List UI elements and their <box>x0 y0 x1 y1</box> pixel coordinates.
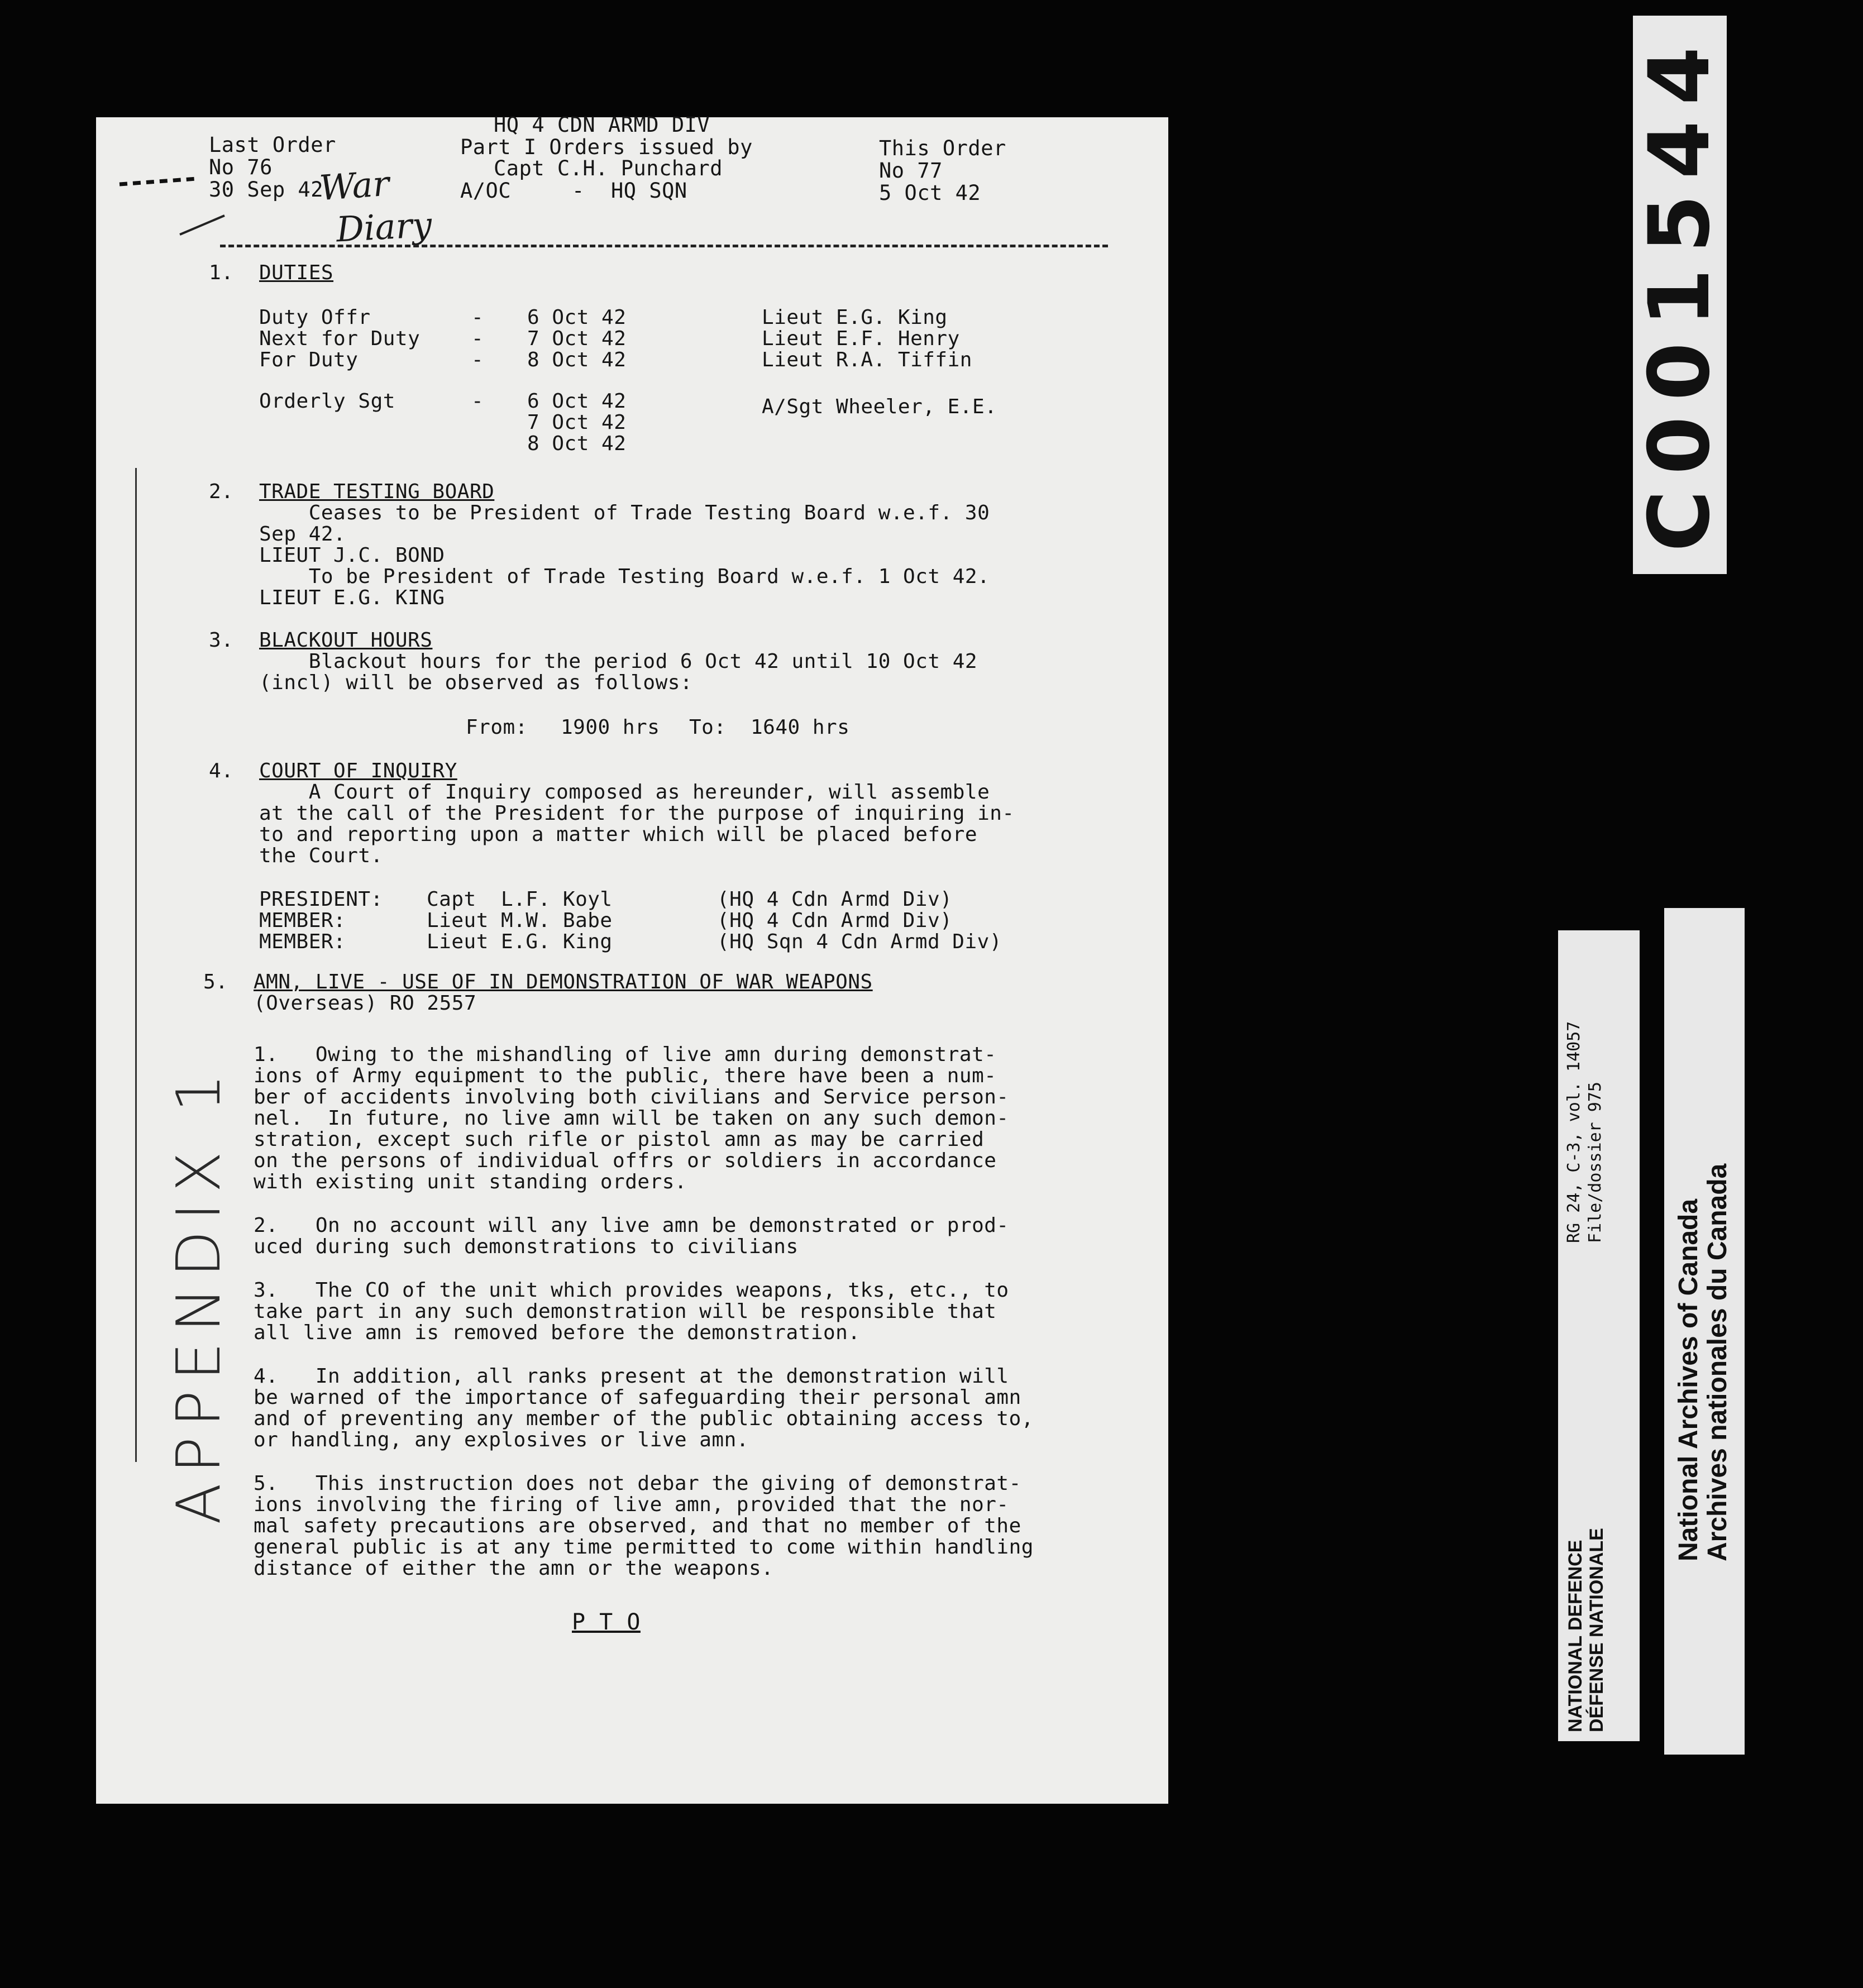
amn-para-line: 1. Owing to the mishandling of live amn during demonstrat- <box>254 1043 997 1066</box>
amn-para-line: 3. The CO of the unit which provides weapons, tks, etc., to <box>254 1279 1009 1302</box>
member-unit: (HQ 4 Cdn Armd Div) <box>717 888 953 911</box>
member-role: PRESIDENT: <box>259 888 383 911</box>
this-order-label: This Order <box>879 136 1006 160</box>
issuing-officer: Capt C.H. Punchard <box>494 156 723 180</box>
section-title-amn-live: AMN, LIVE - USE OF IN DEMONSTRATION OF WAR WEAPONS <box>254 971 873 993</box>
duty-date: 7 Oct 42 <box>527 327 627 350</box>
handwritten-war: War <box>318 163 391 209</box>
court-line: the Court. <box>259 844 383 867</box>
archives-name-fr: Archives nationales du Canada <box>1703 1163 1732 1561</box>
squadron-label: HQ SQN <box>611 179 687 203</box>
amn-para-line: ber of accidents involving both civilians and Service person- <box>254 1086 1009 1108</box>
blackout-from-time: 1900 hrs <box>561 716 660 739</box>
amn-para-line: stration, except such rifle or pistol amn as may be carried <box>254 1128 985 1151</box>
blackout-from-label: From: <box>466 716 528 739</box>
appendix-stamp: APPENDIX 1 <box>164 1063 234 1525</box>
section-title-duties: DUTIES <box>259 261 334 284</box>
trade-line: LIEUT E.G. KING <box>259 586 445 609</box>
member-name: Capt L.F. Koyl <box>427 888 613 911</box>
blackout-line: (incl) will be observed as follows: <box>259 671 693 694</box>
national-archives-strip <box>1664 908 1745 1755</box>
member-role: MEMBER: <box>259 909 346 932</box>
trade-line: Ceases to be President of Trade Testing Board w.e.f. 30 <box>259 501 990 524</box>
duty-role: Next for Duty <box>259 327 421 350</box>
court-line: to and reporting upon a matter which will be placed before <box>259 823 978 846</box>
section-title-trade-testing: TRADE TESTING BOARD <box>259 480 495 503</box>
record-group-reference: RG 24, C-3, vol. 14057 <box>1564 1021 1584 1243</box>
amn-para-line: take part in any such demonstration will be responsible that <box>254 1300 997 1323</box>
member-unit: (HQ 4 Cdn Armd Div) <box>717 909 953 932</box>
blackout-to-label: To: <box>689 716 727 739</box>
dept-name-fr: DÉFENSE NATIONALE <box>1586 1528 1607 1732</box>
orderly-sgt-date: 6 Oct 42 <box>527 390 627 413</box>
duty-role: Duty Offr <box>259 306 371 329</box>
duty-dash: - <box>471 348 484 371</box>
section-title-court-of-inquiry: COURT OF INQUIRY <box>259 759 457 782</box>
orderly-sgt-name: A/Sgt Wheeler, E.E. <box>762 395 997 418</box>
member-role: MEMBER: <box>259 930 346 953</box>
section-number: 2. <box>209 480 234 503</box>
handwritten-diary: Diary <box>335 204 433 250</box>
last-order-label: Last Order <box>209 133 336 157</box>
amn-para-line: ions of Army equipment to the public, there have been a num- <box>254 1064 997 1087</box>
amn-para-line: uced during such demonstrations to civilians <box>254 1235 799 1258</box>
frame-code: C001544 <box>1631 31 1728 552</box>
amn-para-line: general public is at any time permitted to come within handling <box>254 1536 1034 1559</box>
duty-officer-name: Lieut E.F. Henry <box>762 327 960 350</box>
court-line: A Court of Inquiry composed as hereunder, will assemble <box>259 781 990 804</box>
aoc-label: A/OC <box>460 179 512 203</box>
amn-para-line: mal safety precautions are observed, and that no member of the <box>254 1514 1021 1537</box>
amn-para-line: distance of either the amn or the weapons. <box>254 1557 774 1580</box>
amn-para-line: all live amn is removed before the demonstration. <box>254 1321 861 1344</box>
orderly-sgt-role: Orderly Sgt <box>259 390 395 413</box>
last-order-date: 30 Sep 42 <box>209 178 323 202</box>
amn-para-line: 5. This instruction does not debar the giving of demonstrat- <box>254 1472 1021 1495</box>
section-title-blackout: BLACKOUT HOURS <box>259 629 433 652</box>
order-document <box>96 113 1168 1804</box>
orderly-sgt-date: 8 Oct 42 <box>527 432 627 455</box>
duty-dash: - <box>471 390 484 413</box>
trade-line: To be President of Trade Testing Board w.e.f. 1 Oct 42. <box>259 565 990 588</box>
amn-para-line: with existing unit standing orders. <box>254 1170 687 1193</box>
margin-line <box>135 468 137 1462</box>
amn-para-line: nel. In future, no live amn will be taken on any such demon- <box>254 1107 1009 1130</box>
duty-date: 6 Oct 42 <box>527 306 627 329</box>
amn-para-line: be warned of the importance of safeguarding their personal amn <box>254 1386 1021 1409</box>
amn-para-line: or handling, any explosives or live amn. <box>254 1428 749 1451</box>
member-name: Lieut M.W. Babe <box>427 909 613 932</box>
section-number: 3. <box>209 629 234 652</box>
member-unit: (HQ Sqn 4 Cdn Armd Div) <box>717 930 1002 953</box>
orderly-sgt-date: 7 Oct 42 <box>527 411 627 434</box>
dept-name-en: NATIONAL DEFENCE <box>1565 1540 1586 1732</box>
handwritten-mark-icon <box>113 162 292 240</box>
section-number: 5. <box>203 971 228 993</box>
this-order-date: 5 Oct 42 <box>879 181 981 205</box>
header-dash: - <box>572 179 585 203</box>
orders-issued-by: Part I Orders issued by <box>460 135 753 159</box>
section-number: 1. <box>209 261 234 284</box>
amn-para-line: 4. In addition, all ranks present at the demonstration will <box>254 1365 1009 1388</box>
amn-para-line: and of preventing any member of the public obtaining access to, <box>254 1407 1034 1430</box>
archives-name-en: National Archives of Canada <box>1674 1198 1703 1561</box>
member-name: Lieut E.G. King <box>427 930 613 953</box>
blackout-to-time: 1640 hrs <box>751 716 850 739</box>
please-turn-over: P T O <box>572 1609 641 1635</box>
blackout-line: Blackout hours for the period 6 Oct 42 until 10 Oct 42 <box>259 650 978 673</box>
trade-line: Sep 42. <box>259 523 346 546</box>
amn-para-line: ions involving the firing of live amn, provided that the nor- <box>254 1493 1009 1516</box>
unit-title: HQ 4 CDN ARMD DIV <box>494 113 710 137</box>
court-line: at the call of the President for the purpose of inquiring in- <box>259 802 1015 825</box>
national-defence-strip <box>1558 930 1640 1741</box>
amn-para-line: 2. On no account will any live amn be demonstrated or prod- <box>254 1214 1009 1237</box>
duty-officer-name: Lieut R.A. Tiffin <box>762 348 972 371</box>
last-order-number: No 76 <box>209 155 273 179</box>
amn-reference: (Overseas) RO 2557 <box>254 992 477 1015</box>
duty-date: 8 Oct 42 <box>527 348 627 371</box>
trade-line: LIEUT J.C. BOND <box>259 544 445 567</box>
this-order-number: No 77 <box>879 159 943 183</box>
duty-dash: - <box>471 306 484 329</box>
duty-role: For Duty <box>259 348 359 371</box>
file-reference: File/dossier 975 <box>1585 1082 1605 1243</box>
header-divider <box>220 245 1108 247</box>
section-number: 4. <box>209 759 234 782</box>
frame-code-strip <box>1633 16 1727 574</box>
duty-dash: - <box>471 327 484 350</box>
amn-para-line: on the persons of individual offrs or soldiers in accordance <box>254 1149 997 1172</box>
duty-officer-name: Lieut E.G. King <box>762 306 948 329</box>
